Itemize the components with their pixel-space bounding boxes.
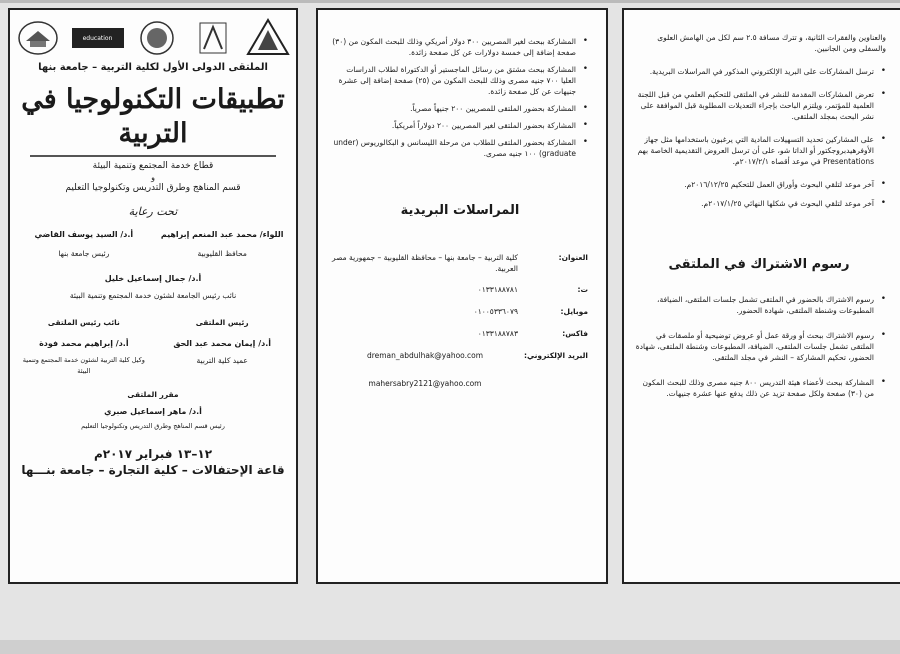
venue-line: قاعة الإحتفالات – كلية التجارة – جامعة بنـــها: [21, 463, 285, 477]
sector-line: قطاع خدمة المجتمع وتنمية البيئة: [92, 161, 214, 171]
chairs-row: [10, 317, 296, 377]
logo-row: [10, 10, 296, 58]
fee-item: • المشاركة ببحث لغير المصريين ٣٠٠ دولار أمريكي وذلك للبحث المكون من (٣٠) صفحة إضافة إلى خمسة دولارات عن كل صفحة زائدة.: [332, 36, 588, 58]
email-link[interactable]: mahersabry2121@yahoo.com: [368, 379, 482, 388]
phone-row: ت: ٠١٣٣١٨٨٧٨١: [477, 285, 588, 294]
rule-item: • على المشاركين تحديد التسهيلات المادية التي يرغبون باستخدامها مثل جهاز الأوفرهيدبروجكتور أو الداتا شو، على أن ترسل العروض التقديمية الخاصة بهم Presentations في موعد أقصاه ٢٠١٧/٢/١م.: [632, 134, 886, 167]
fee-item: • المشاركة بحضور الملتقى للمصريين ٢٠٠ جنيهاً مصرياً.: [332, 103, 588, 114]
patron1: اللواء/ محمد عبد المنعم إبراهيم محافظ القليوبية: [160, 230, 284, 258]
university-logo: [246, 18, 290, 58]
and-line: و: [151, 173, 155, 182]
patron3: أ.د/ جمال إسماعيل خليل نائب رئيس الجامعة لشئون خدمة المجتمع وتنمية البيئة: [69, 274, 237, 300]
fee-item: • رسوم الاشتراك بالحضور في الملتقى تشمل جلسات الملتقى، الضيافة، المطبوعات وشنطة الملتقى، شهادة الحضور.: [632, 294, 886, 316]
middle-panel: [316, 8, 608, 584]
patronage-label: تحت رعاية: [128, 205, 178, 218]
fee-item: • المشاركة ببحث لأعضاء هيئة التدريس ٨٠٠ جنيه مصرى وذلك للبحث المكون من (٣٠) صفحة ولكل صفحة تزيد عن ذلك يدفع عنها عشرة جنيهات.: [632, 377, 886, 399]
rule-continuation: والعناوين والفقرات الثانية، و تترك مسافة ٢.٥ سم لكل من الهامش العلوى والسفلى ومن الجانبين.: [657, 33, 886, 53]
fees-title: رسوم الاشتراك في الملتقى: [668, 257, 850, 272]
small-emblem-icon: [191, 18, 235, 58]
faculty-logo: [16, 18, 60, 58]
rule-item: • آخر موعد لتلقي البحوث في شكلها النهائي ٢٠١٧/١/٢٥م.: [632, 198, 886, 209]
department-line: قسم المناهج وطرق التدريس وتكنولوجيا التعليم: [65, 183, 241, 193]
rule-item: • ترسل المشاركات على البريد الإلكتروني المذكور في المراسلات البريدية.: [632, 66, 886, 77]
vice-chair: نائب رئيس الملتقى أ.د/ إبراهيم محمد فودة وكيل كلية التربية لشئون خدمة المجتمع وتنمية البيئة: [22, 318, 145, 375]
mail-title: المراسلات البريدية: [400, 203, 520, 218]
patron2: أ.د/ السيد يوسف القاضي رئيس جامعة بنها: [34, 230, 134, 258]
title-divider: [30, 155, 276, 157]
patrons-row: [10, 229, 296, 259]
fax-row: فاكس: ٠١٣٣١٨٨٧٨٣: [477, 329, 588, 338]
fee-item: • المشاركة بحضور الملتقى لغير المصريين ٢٠٠ دولاراً أمريكياً.: [332, 120, 588, 131]
main-title: تطبيقات التكنولوجيا في التربية: [21, 84, 285, 149]
rule-item: • تعرض المشاركات المقدمة للنشر في الملتقى للتحكيم العلمي من قبل اللجنة العلمية للمؤتمر، ويلتزم الباحث بإجراء التعديلات المطلوبة قبل الموافقة على نشر البحث بمجلد الملتقى.: [632, 89, 886, 122]
chair: رئيس الملتقى أ.د/ إيمان محمد عبد الحق عميد كلية التربية: [173, 318, 271, 365]
right-panel: [622, 8, 900, 584]
rule-item: • آخر موعد لتلقي البحوث وأوراق العمل للتحكيم ٢٠١٦/١٢/٢٥م.: [632, 179, 886, 190]
round-seal-icon: [135, 18, 179, 58]
email-link[interactable]: dreman_abdulhak@yahoo.com: [366, 351, 484, 360]
scan-edge: [0, 0, 900, 3]
mobile-row: موبايل: ٠١٠٠٥٣٣٦٠٧٩: [473, 307, 588, 316]
address-row: العنوان: كلية التربية – جامعة بنها – محافظة القليوبية – جمهورية مصر العربية.: [332, 253, 588, 273]
date-line: ١٢–١٣ فبراير ٢٠١٧م: [93, 447, 213, 461]
conference-line: الملتقى الدولى الأول لكلية التربية – جامعة بنها: [38, 62, 268, 73]
left-panel: [8, 8, 298, 584]
rapporteur: مقرر الملتقى أ.د/ ماهر إسماعيل صبري رئيس قسم المناهج وطرق التدريس وتكنولوجيا التعليم: [81, 390, 225, 430]
fee-item: • رسوم الاشتراك ببحث أو ورقة عمل أو عروض توضيحية أو ملصقات في الملتقى تشمل جلسات الملتقى، الضيافة، المطبوعات وشنطة الملتقى، شهادة الحضور، تحكيم المشاركة – النشر في مجلد الملتقى.: [632, 330, 886, 363]
email-row: البريد الإلكتروني: dreman_abdulhak@yahoo.com mahersabry2121@yahoo.com: [332, 350, 588, 390]
fee-item: • المشاركة بحضور الملتقى للطلاب من مرحلة الليسانس و البكالوريوس (under graduate) ١٠٠ جنيه مصرى.: [332, 137, 588, 159]
scan-edge: [0, 640, 900, 654]
fee-item: • المشاركة ببحث مشتق من رسائل الماجستير أو الدكتوراة لطلاب الدراسات العليا ٧٠٠ جنيه مصرى وذلك للبحث المكون من (٢٥) صفحة إضافة إلى عشرة جنيهات عن كل صفحة زائدة.: [332, 64, 588, 97]
education-logo: education: [72, 28, 124, 48]
